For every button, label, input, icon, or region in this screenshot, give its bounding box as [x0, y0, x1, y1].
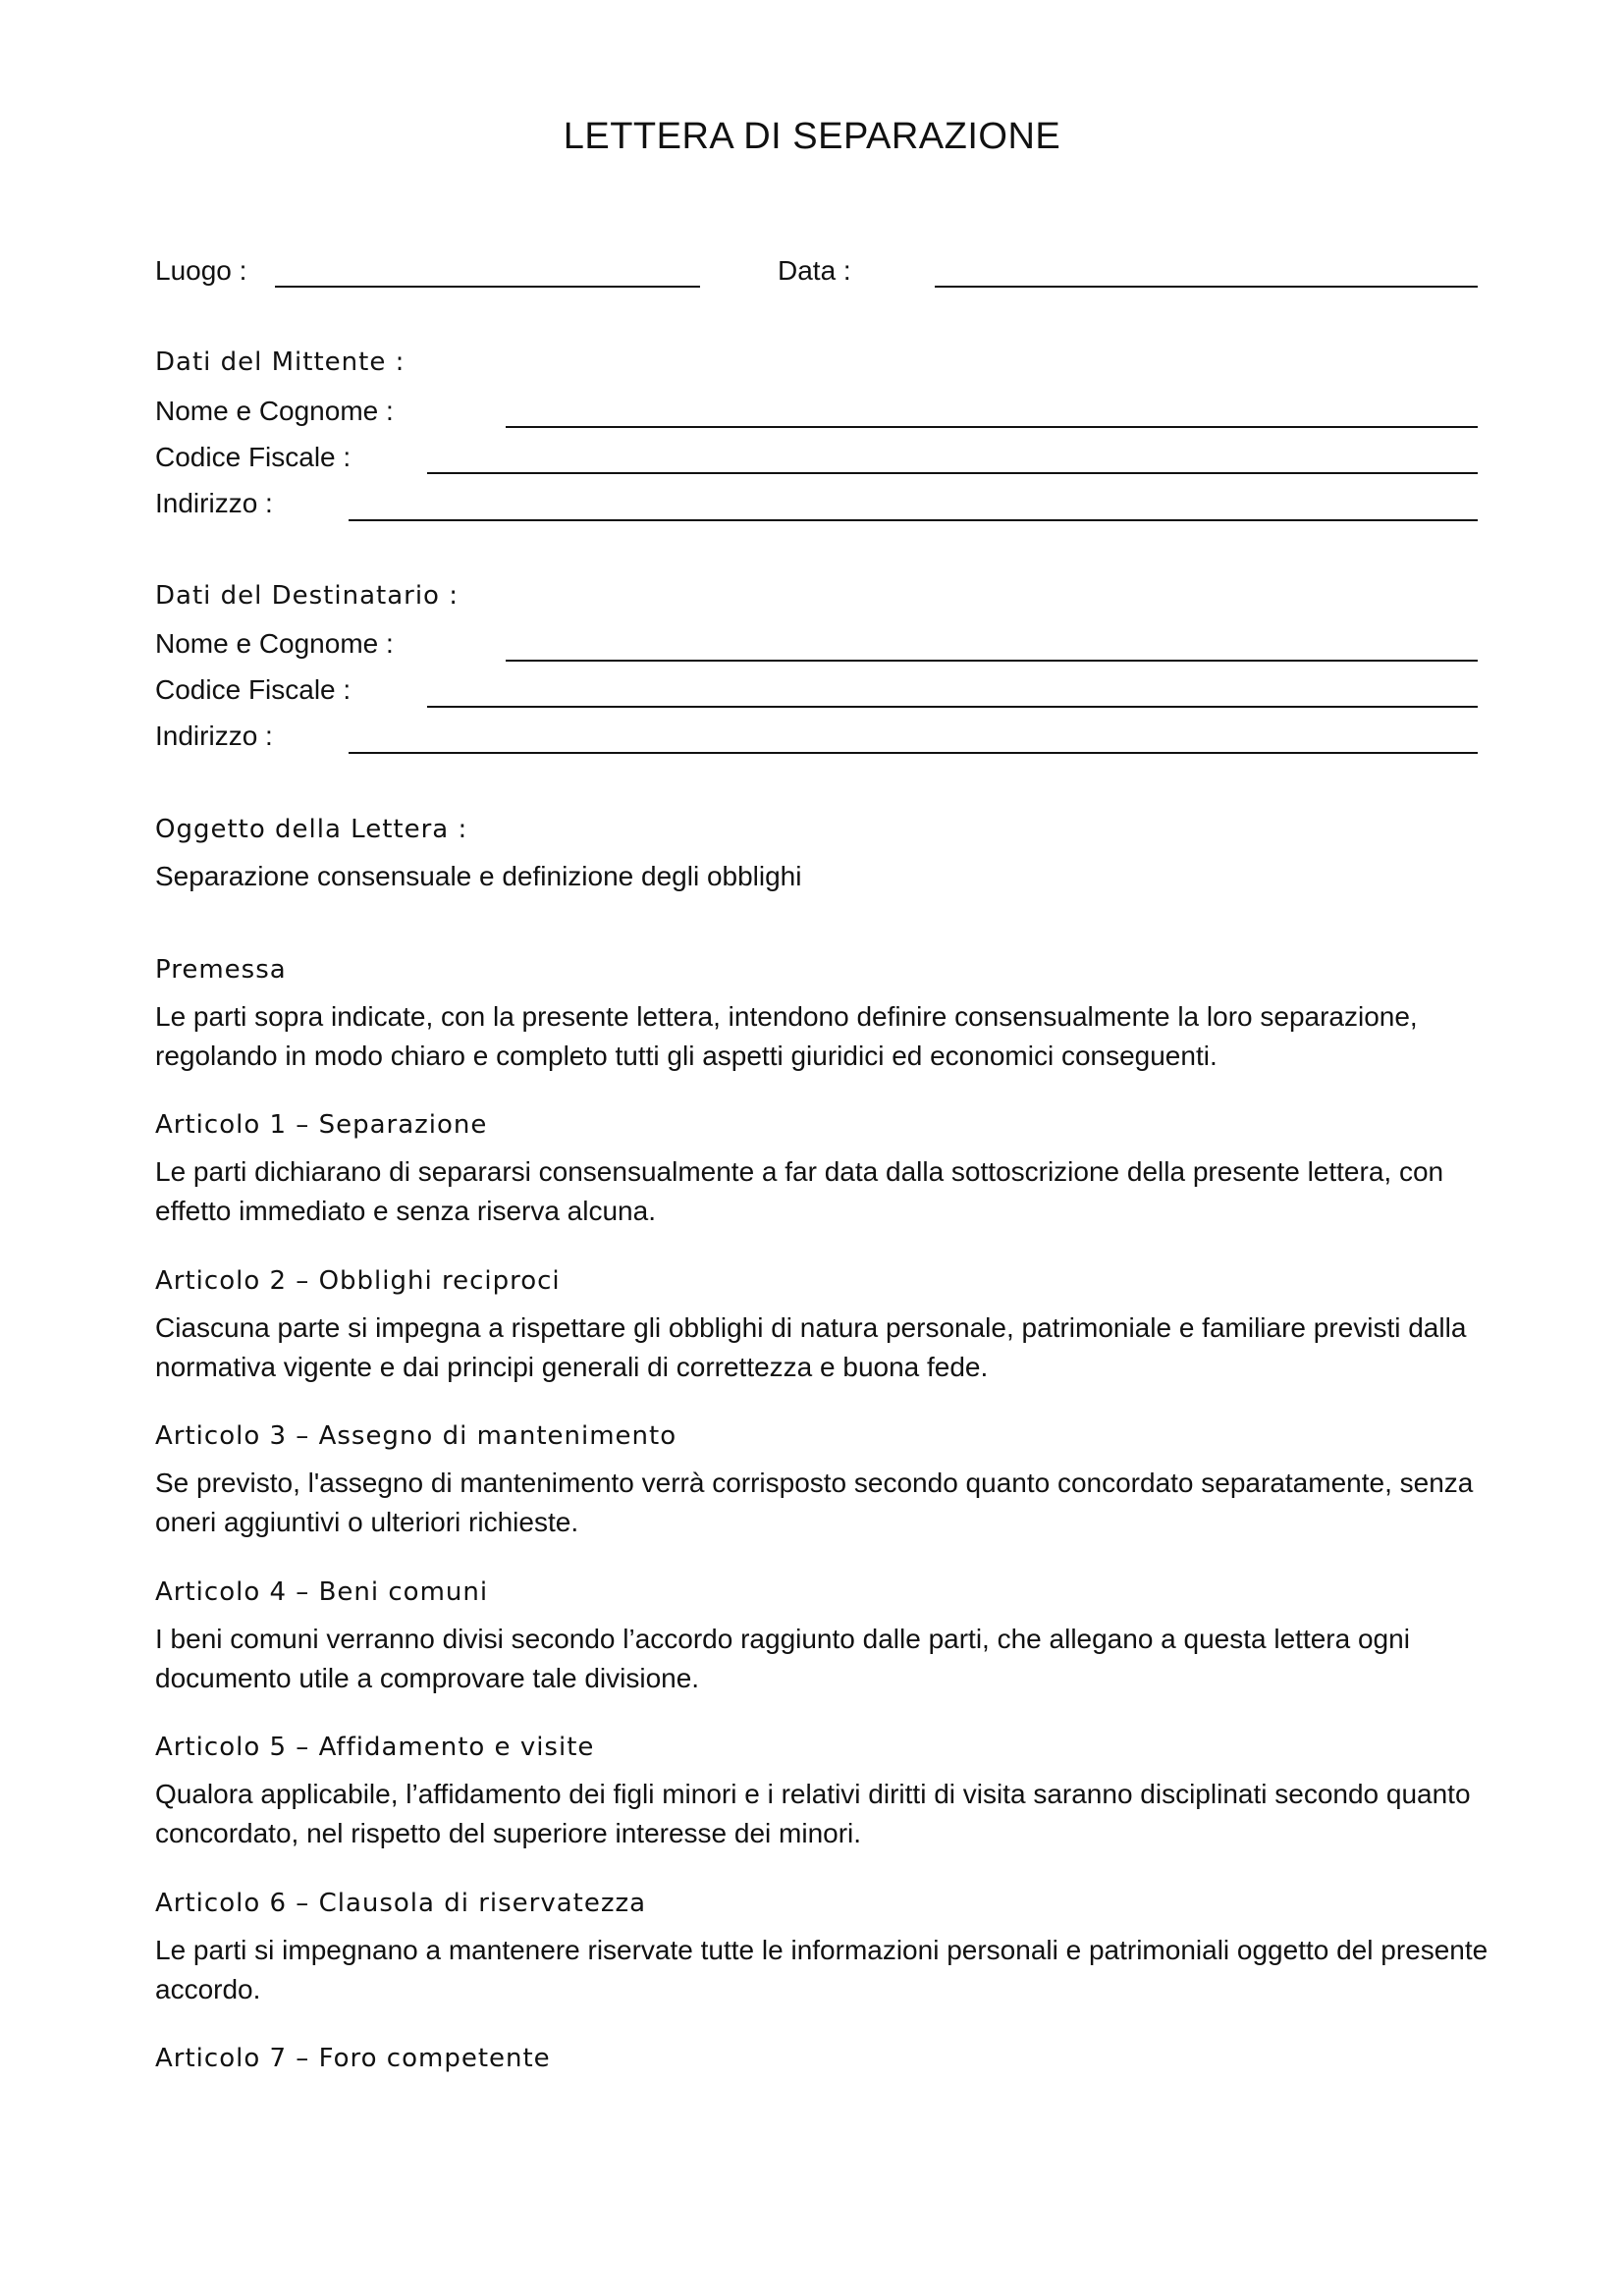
article-1-heading: Articolo 1 – Separazione	[155, 1110, 488, 1140]
sender-address-label: Indirizzo :	[155, 488, 273, 518]
article-2-heading: Articolo 2 – Obblighi reciproci	[155, 1266, 561, 1296]
recipient-name-label: Nome e Cognome :	[155, 628, 394, 659]
sender-tax-label: Codice Fiscale :	[155, 442, 352, 472]
sender-address-field[interactable]	[349, 519, 1478, 521]
luogo-label: Luogo :	[155, 255, 247, 286]
recipient-tax-field[interactable]	[427, 706, 1478, 708]
sender-name-label: Nome e Cognome :	[155, 396, 394, 426]
premessa-heading: Premessa	[155, 955, 287, 985]
article-4-text: I beni comuni verranno divisi secondo l’accordo raggiunto dalle parti, che allegano a questa lettera ogni documento utile a comprovare tale divisione.	[155, 1624, 1410, 1693]
article-3-heading: Articolo 3 – Assegno di mantenimento	[155, 1421, 677, 1451]
sender-tax-field[interactable]	[427, 472, 1478, 474]
subject-text: Separazione consensuale e definizione degli obblighi	[155, 861, 802, 891]
recipient-address-field[interactable]	[349, 752, 1478, 754]
recipient-heading: Dati del Destinatario :	[155, 581, 459, 611]
premessa-text: Le parti sopra indicate, con la presente lettera, intendono definire consensualmente la loro separazione, regolando in modo chiaro e completo tutti gli aspetti giuridici ed economici conseguenti.	[155, 1001, 1418, 1071]
sender-heading: Dati del Mittente :	[155, 347, 406, 377]
article-6-text: Le parti si impegnano a mantenere riservate tutte le informazioni personali e patrimoniali oggetto del presente accordo.	[155, 1935, 1489, 2004]
luogo-field[interactable]	[275, 286, 700, 288]
article-4-heading: Articolo 4 – Beni comuni	[155, 1577, 489, 1607]
article-6-heading: Articolo 6 – Clausola di riservatezza	[155, 1889, 647, 1918]
article-5-heading: Articolo 5 – Affidamento e visite	[155, 1733, 595, 1762]
data-label: Data :	[778, 255, 851, 286]
article-7-heading: Articolo 7 – Foro competente	[155, 2044, 551, 2073]
document-title: LETTERA DI SEPARAZIONE	[563, 116, 1061, 157]
sender-name-field[interactable]	[506, 426, 1478, 428]
article-1-text: Le parti dichiarano di separarsi consensualmente a far data dalla sottoscrizione della presente lettera, con effetto immediato e senza riserva alcuna.	[155, 1156, 1444, 1226]
recipient-tax-label: Codice Fiscale :	[155, 674, 352, 705]
data-field[interactable]	[935, 286, 1478, 288]
subject-heading: Oggetto della Lettera :	[155, 815, 468, 844]
article-3-text: Se previsto, l'assegno di mantenimento verrà corrisposto secondo quanto concordato separatamente, senza oneri aggiuntivi o ulteriori richieste.	[155, 1468, 1474, 1537]
recipient-name-field[interactable]	[506, 660, 1478, 662]
article-2-text: Ciascuna parte si impegna a rispettare gli obblighi di natura personale, patrimoniale e familiare previsti dalla normativa vigente e dai principi generali di correttezza e buona fede.	[155, 1312, 1467, 1382]
recipient-address-label: Indirizzo :	[155, 721, 273, 751]
article-5-text: Qualora applicabile, l’affidamento dei figli minori e i relativi diritti di visita saranno disciplinati secondo quanto concordato, nel rispetto del superiore interesse dei minori.	[155, 1779, 1471, 1848]
